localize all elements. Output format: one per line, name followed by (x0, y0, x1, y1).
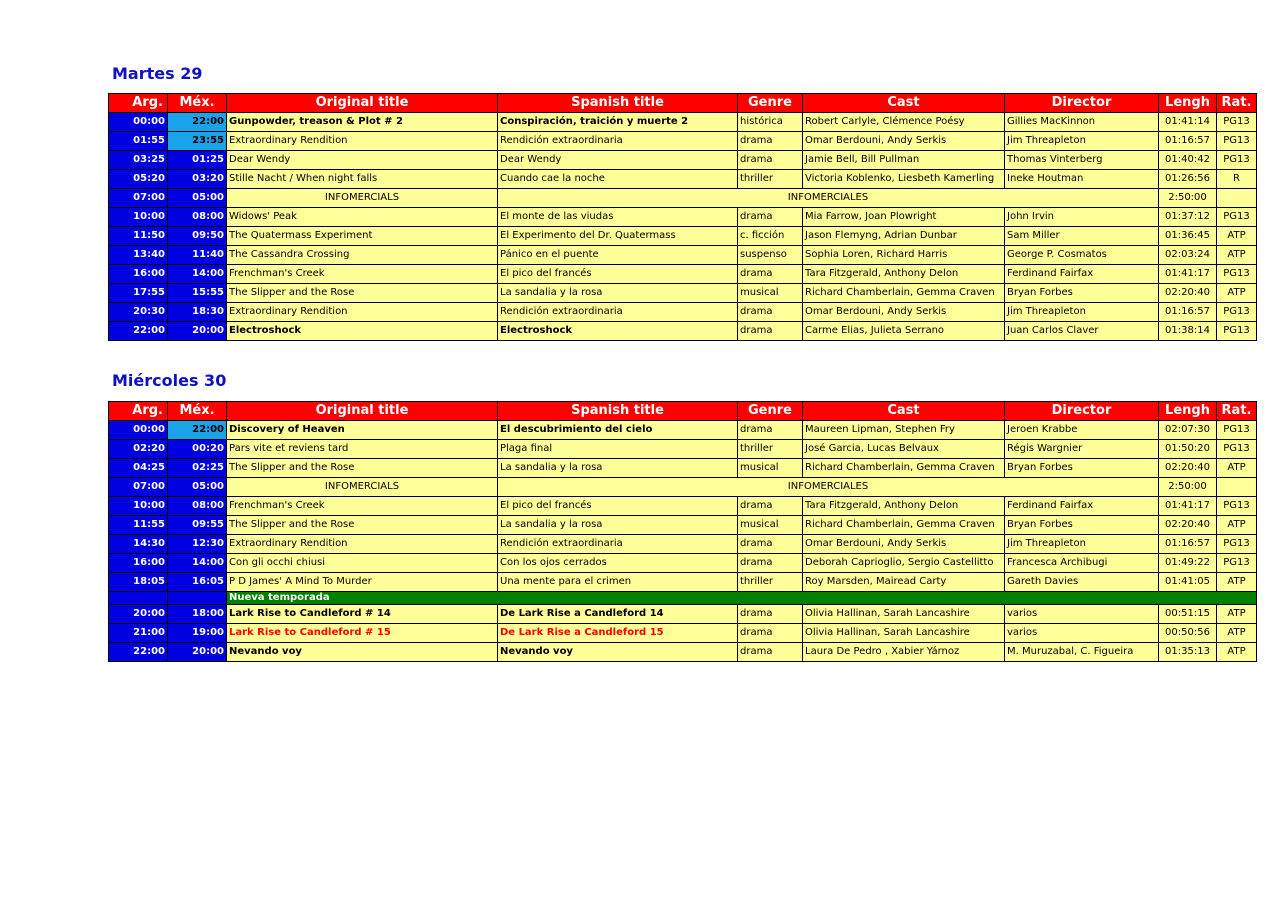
header-rating: Rat. (1217, 402, 1257, 421)
time-mex: 19:00 (168, 624, 227, 643)
time-mex: 22:00 (168, 113, 227, 132)
length: 00:51:15 (1159, 605, 1217, 624)
spanish-title: Una mente para el crimen (498, 573, 738, 592)
day-title-wednesday: Miércoles 30 (112, 371, 227, 390)
time-arg: 16:00 (109, 554, 168, 573)
cast: Roy Marsden, Mairead Carty (803, 573, 1005, 592)
table-row (109, 132, 1257, 151)
header-director: Director (1005, 94, 1159, 113)
length: 02:20:40 (1159, 459, 1217, 478)
header-length: Lengh (1159, 94, 1217, 113)
header-cast: Cast (803, 402, 1005, 421)
section-label: Nueva temporada (227, 592, 1257, 605)
original-title: The Slipper and the Rose (227, 516, 498, 535)
genre: drama (738, 265, 803, 284)
table-row (109, 497, 1257, 516)
header-length: Lengh (1159, 402, 1217, 421)
cast: Omar Berdouni, Andy Serkis (803, 132, 1005, 151)
length: 02:20:40 (1159, 284, 1217, 303)
cast: Richard Chamberlain, Gemma Craven (803, 516, 1005, 535)
time-arg: 07:00 (109, 189, 168, 208)
genre: musical (738, 459, 803, 478)
section-blank (168, 592, 227, 605)
length: 00:50:56 (1159, 624, 1217, 643)
original-title: Nevando voy (227, 643, 498, 662)
rating: ATP (1217, 227, 1257, 246)
rating: PG13 (1217, 554, 1257, 573)
spanish-title: El monte de las viudas (498, 208, 738, 227)
spanish-title: Plaga final (498, 440, 738, 459)
spanish-title: Rendición extraordinaria (498, 132, 738, 151)
length: 01:41:17 (1159, 265, 1217, 284)
time-mex: 02:25 (168, 459, 227, 478)
time-arg: 13:40 (109, 246, 168, 265)
original-title: The Cassandra Crossing (227, 246, 498, 265)
table-row (109, 535, 1257, 554)
time-mex: 09:50 (168, 227, 227, 246)
rating: PG13 (1217, 132, 1257, 151)
header-rating: Rat. (1217, 94, 1257, 113)
length: 01:40:42 (1159, 151, 1217, 170)
table-row (109, 643, 1257, 662)
header-row (109, 402, 1257, 421)
director: varios (1005, 605, 1159, 624)
director: Bryan Forbes (1005, 459, 1159, 478)
genre: drama (738, 421, 803, 440)
genre: musical (738, 516, 803, 535)
spanish-title: La sandalia y la rosa (498, 284, 738, 303)
length: 02:03:24 (1159, 246, 1217, 265)
length: 01:50:20 (1159, 440, 1217, 459)
time-arg: 16:00 (109, 265, 168, 284)
time-arg: 11:50 (109, 227, 168, 246)
genre: musical (738, 284, 803, 303)
director: Thomas Vinterberg (1005, 151, 1159, 170)
spanish-title: Rendición extraordinaria (498, 535, 738, 554)
cast: Omar Berdouni, Andy Serkis (803, 303, 1005, 322)
schedule-table-tuesday (108, 93, 1257, 341)
rating: PG13 (1217, 151, 1257, 170)
spanish-title: El Experimento del Dr. Quatermass (498, 227, 738, 246)
rating: ATP (1217, 284, 1257, 303)
header-genre: Genre (738, 94, 803, 113)
table-row (109, 189, 1257, 208)
genre: drama (738, 303, 803, 322)
rating: PG13 (1217, 322, 1257, 341)
cast: Maureen Lipman, Stephen Fry (803, 421, 1005, 440)
header-arg: Arg. (109, 94, 168, 113)
table-row (109, 459, 1257, 478)
cast: Robert Carlyle, Clémence Poésy (803, 113, 1005, 132)
spanish-title: Dear Wendy (498, 151, 738, 170)
genre: drama (738, 535, 803, 554)
spanish-title: La sandalia y la rosa (498, 459, 738, 478)
cast: Jamie Bell, Bill Pullman (803, 151, 1005, 170)
genre: c. ficción (738, 227, 803, 246)
cast: Olivia Hallinan, Sarah Lancashire (803, 605, 1005, 624)
time-mex: 18:30 (168, 303, 227, 322)
rating: PG13 (1217, 265, 1257, 284)
director: Jeroen Krabbe (1005, 421, 1159, 440)
section-blank (109, 592, 168, 605)
genre: drama (738, 624, 803, 643)
time-mex: 23:55 (168, 132, 227, 151)
cast: José Garcia, Lucas Belvaux (803, 440, 1005, 459)
length: 02:20:40 (1159, 516, 1217, 535)
cast: Richard Chamberlain, Gemma Craven (803, 284, 1005, 303)
time-arg: 01:55 (109, 132, 168, 151)
genre: drama (738, 497, 803, 516)
cast: Victoria Koblenko, Liesbeth Kamerling (803, 170, 1005, 189)
cast: Carme Elias, Julieta Serrano (803, 322, 1005, 341)
original-title: Widows' Peak (227, 208, 498, 227)
original-title: The Slipper and the Rose (227, 459, 498, 478)
table-row (109, 605, 1257, 624)
length: 01:36:45 (1159, 227, 1217, 246)
table-row (109, 284, 1257, 303)
rating: ATP (1217, 605, 1257, 624)
cast: Mia Farrow, Joan Plowright (803, 208, 1005, 227)
cast: Tara Fitzgerald, Anthony Delon (803, 497, 1005, 516)
header-mex: Méx. (168, 402, 227, 421)
cast: Laura De Pedro , Xabier Yárnoz (803, 643, 1005, 662)
table-row (109, 440, 1257, 459)
time-arg: 03:25 (109, 151, 168, 170)
rating: ATP (1217, 246, 1257, 265)
director: Régis Wargnier (1005, 440, 1159, 459)
time-mex: 16:05 (168, 573, 227, 592)
time-arg: 20:30 (109, 303, 168, 322)
length: 01:26:56 (1159, 170, 1217, 189)
length: 01:38:14 (1159, 322, 1217, 341)
genre: drama (738, 605, 803, 624)
original-title: Extraordinary Rendition (227, 303, 498, 322)
genre: drama (738, 643, 803, 662)
director: Jim Threapleton (1005, 535, 1159, 554)
header-original: Original title (227, 402, 498, 421)
table-row (109, 421, 1257, 440)
genre: drama (738, 554, 803, 573)
schedule-table-wednesday (108, 401, 1257, 662)
time-arg: 10:00 (109, 497, 168, 516)
rating: ATP (1217, 643, 1257, 662)
day-title-tuesday: Martes 29 (112, 64, 203, 83)
time-mex: 14:00 (168, 554, 227, 573)
time-mex: 20:00 (168, 322, 227, 341)
director: Jim Threapleton (1005, 132, 1159, 151)
original-title: INFOMERCIALS (227, 189, 498, 208)
director: Bryan Forbes (1005, 516, 1159, 535)
spanish-title: Electroshock (498, 322, 738, 341)
rating: PG13 (1217, 303, 1257, 322)
director: John Irvin (1005, 208, 1159, 227)
genre: thriller (738, 573, 803, 592)
genre: drama (738, 322, 803, 341)
spanish-title: Nevando voy (498, 643, 738, 662)
length: 02:07:30 (1159, 421, 1217, 440)
time-mex: 20:00 (168, 643, 227, 662)
header-spanish: Spanish title (498, 402, 738, 421)
table-row (109, 322, 1257, 341)
original-title: The Slipper and the Rose (227, 284, 498, 303)
original-title: INFOMERCIALS (227, 478, 498, 497)
director: Ferdinand Fairfax (1005, 497, 1159, 516)
table-row (109, 170, 1257, 189)
original-title: The Quatermass Experiment (227, 227, 498, 246)
header-row (109, 94, 1257, 113)
genre: histórica (738, 113, 803, 132)
director: Ineke Houtman (1005, 170, 1159, 189)
time-mex: 09:55 (168, 516, 227, 535)
time-arg: 04:25 (109, 459, 168, 478)
spanish-title: La sandalia y la rosa (498, 516, 738, 535)
spanish-title: El pico del francés (498, 497, 738, 516)
length: 01:35:13 (1159, 643, 1217, 662)
table-row (109, 246, 1257, 265)
table-row (109, 265, 1257, 284)
table-row (109, 208, 1257, 227)
genre: drama (738, 208, 803, 227)
genre: drama (738, 132, 803, 151)
director: Ferdinand Fairfax (1005, 265, 1159, 284)
time-mex: 12:30 (168, 535, 227, 554)
director: M. Muruzabal, C. Figueira (1005, 643, 1159, 662)
length: 2:50:00 (1159, 478, 1217, 497)
time-mex: 14:00 (168, 265, 227, 284)
original-title: Electroshock (227, 322, 498, 341)
original-title: Discovery of Heaven (227, 421, 498, 440)
time-mex: 22:00 (168, 421, 227, 440)
table-row (109, 573, 1257, 592)
rating: ATP (1217, 573, 1257, 592)
time-arg: 22:00 (109, 322, 168, 341)
spanish-title: Pánico en el puente (498, 246, 738, 265)
length: 01:41:17 (1159, 497, 1217, 516)
spanish-title: De Lark Rise a Candleford 15 (498, 624, 738, 643)
header-genre: Genre (738, 402, 803, 421)
original-title: Gunpowder, treason & Plot # 2 (227, 113, 498, 132)
rating: PG13 (1217, 421, 1257, 440)
rating: PG13 (1217, 440, 1257, 459)
spanish-title: De Lark Rise a Candleford 14 (498, 605, 738, 624)
table-row (109, 227, 1257, 246)
original-title: Frenchman's Creek (227, 497, 498, 516)
original-title: Dear Wendy (227, 151, 498, 170)
header-cast: Cast (803, 94, 1005, 113)
director: varios (1005, 624, 1159, 643)
table-row (109, 151, 1257, 170)
time-mex: 03:20 (168, 170, 227, 189)
spanish-title: Con los ojos cerrados (498, 554, 738, 573)
time-arg: 05:20 (109, 170, 168, 189)
time-arg: 20:00 (109, 605, 168, 624)
rating: PG13 (1217, 535, 1257, 554)
rating: R (1217, 170, 1257, 189)
time-mex: 08:00 (168, 497, 227, 516)
original-title: Stille Nacht / When night falls (227, 170, 498, 189)
original-title: Extraordinary Rendition (227, 535, 498, 554)
time-arg: 07:00 (109, 478, 168, 497)
time-arg: 14:30 (109, 535, 168, 554)
time-arg: 00:00 (109, 113, 168, 132)
table-row (109, 303, 1257, 322)
original-title: Frenchman's Creek (227, 265, 498, 284)
time-arg: 17:55 (109, 284, 168, 303)
original-title: Pars vite et reviens tard (227, 440, 498, 459)
length: 2:50:00 (1159, 189, 1217, 208)
cast: Jason Flemyng, Adrian Dunbar (803, 227, 1005, 246)
spanish-title: El pico del francés (498, 265, 738, 284)
time-arg: 10:00 (109, 208, 168, 227)
genre: suspenso (738, 246, 803, 265)
cast: Omar Berdouni, Andy Serkis (803, 535, 1005, 554)
director: Francesca Archibugi (1005, 554, 1159, 573)
spanish-title: INFOMERCIALES (498, 189, 1159, 208)
director: George P. Cosmatos (1005, 246, 1159, 265)
director: Juan Carlos Claver (1005, 322, 1159, 341)
header-spanish: Spanish title (498, 94, 738, 113)
time-mex: 15:55 (168, 284, 227, 303)
spanish-title: Conspiración, traición y muerte 2 (498, 113, 738, 132)
length: 01:49:22 (1159, 554, 1217, 573)
original-title: Con gli occhi chiusi (227, 554, 498, 573)
spanish-title: Rendición extraordinaria (498, 303, 738, 322)
header-director: Director (1005, 402, 1159, 421)
genre: thriller (738, 170, 803, 189)
rating: PG13 (1217, 497, 1257, 516)
rating (1217, 478, 1257, 497)
header-mex: Méx. (168, 94, 227, 113)
time-mex: 11:40 (168, 246, 227, 265)
original-title: P D James' A Mind To Murder (227, 573, 498, 592)
length: 01:16:57 (1159, 132, 1217, 151)
table-row (109, 554, 1257, 573)
length: 01:37:12 (1159, 208, 1217, 227)
cast: Tara Fitzgerald, Anthony Delon (803, 265, 1005, 284)
time-arg: 02:20 (109, 440, 168, 459)
genre: drama (738, 151, 803, 170)
time-arg: 18:05 (109, 573, 168, 592)
original-title: Extraordinary Rendition (227, 132, 498, 151)
rating: ATP (1217, 624, 1257, 643)
director: Jim Threapleton (1005, 303, 1159, 322)
director: Sam Miller (1005, 227, 1159, 246)
time-mex: 05:00 (168, 478, 227, 497)
header-arg: Arg. (109, 402, 168, 421)
director: Bryan Forbes (1005, 284, 1159, 303)
rating: PG13 (1217, 113, 1257, 132)
time-arg: 11:55 (109, 516, 168, 535)
original-title: Lark Rise to Candleford # 14 (227, 605, 498, 624)
original-title: Lark Rise to Candleford # 15 (227, 624, 498, 643)
table-row (109, 624, 1257, 643)
time-arg: 22:00 (109, 643, 168, 662)
header-original: Original title (227, 94, 498, 113)
section-row (109, 592, 1257, 605)
time-mex: 01:25 (168, 151, 227, 170)
cast: Olivia Hallinan, Sarah Lancashire (803, 624, 1005, 643)
spanish-title: INFOMERCIALES (498, 478, 1159, 497)
time-mex: 05:00 (168, 189, 227, 208)
rating (1217, 189, 1257, 208)
length: 01:16:57 (1159, 303, 1217, 322)
table-row (109, 516, 1257, 535)
spanish-title: El descubrimiento del cielo (498, 421, 738, 440)
time-mex: 00:20 (168, 440, 227, 459)
director: Gareth Davies (1005, 573, 1159, 592)
length: 01:41:05 (1159, 573, 1217, 592)
time-arg: 00:00 (109, 421, 168, 440)
cast: Sophia Loren, Richard Harris (803, 246, 1005, 265)
spanish-title: Cuando cae la noche (498, 170, 738, 189)
length: 01:16:57 (1159, 535, 1217, 554)
director: Gillies MacKinnon (1005, 113, 1159, 132)
table-row (109, 478, 1257, 497)
genre: thriller (738, 440, 803, 459)
rating: ATP (1217, 516, 1257, 535)
time-mex: 18:00 (168, 605, 227, 624)
cast: Richard Chamberlain, Gemma Craven (803, 459, 1005, 478)
rating: ATP (1217, 459, 1257, 478)
time-mex: 08:00 (168, 208, 227, 227)
rating: PG13 (1217, 208, 1257, 227)
table-row (109, 113, 1257, 132)
length: 01:41:14 (1159, 113, 1217, 132)
time-arg: 21:00 (109, 624, 168, 643)
cast: Deborah Caprioglio, Sergio Castellitto (803, 554, 1005, 573)
